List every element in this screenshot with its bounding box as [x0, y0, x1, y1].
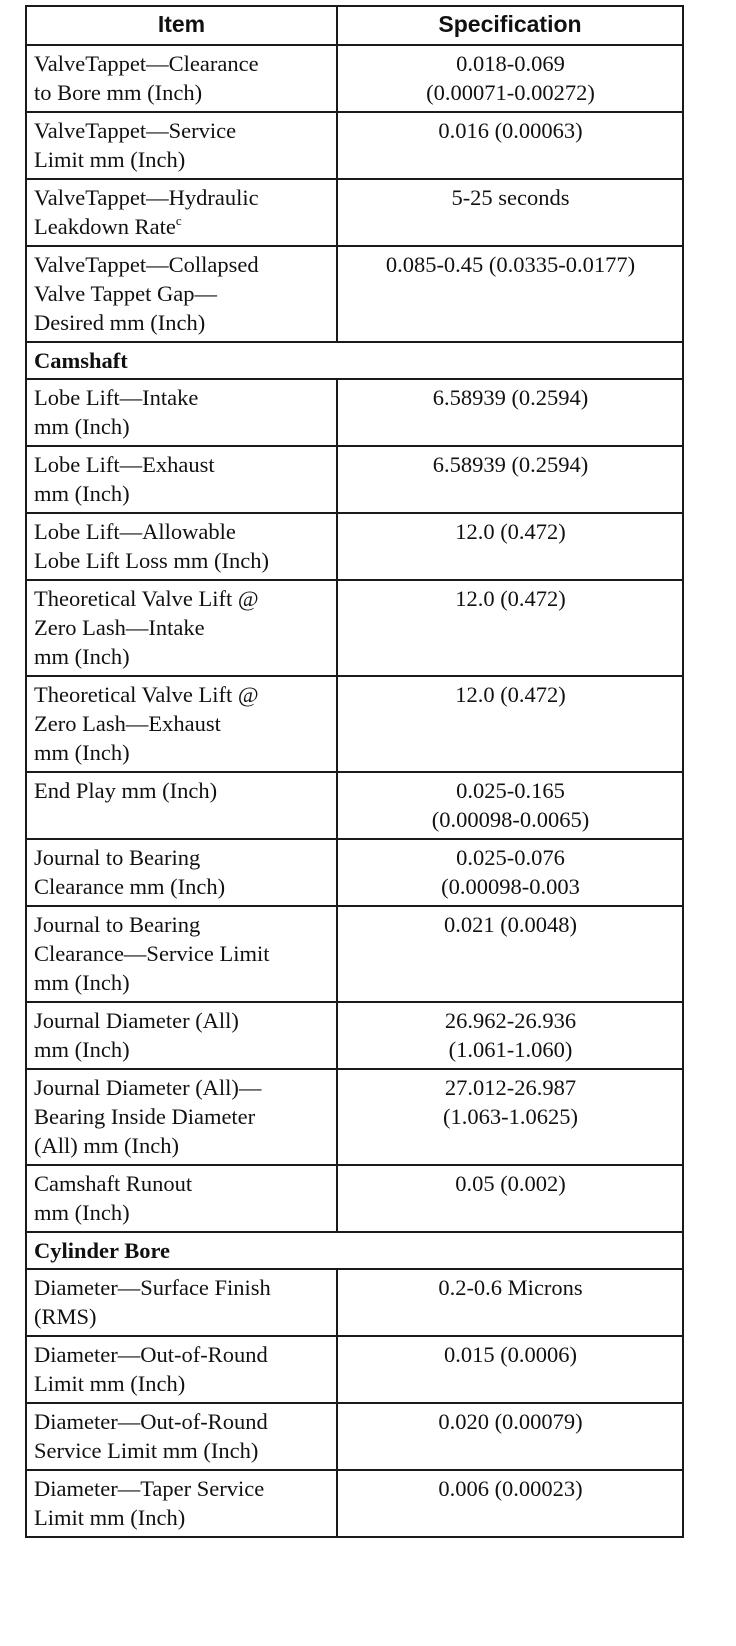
item-text-line: Clearance mm (Inch): [34, 874, 226, 899]
specification-text-line: (0.00098-0.0065): [431, 807, 590, 832]
item-text-line: Zero Lash—Intake: [34, 615, 205, 640]
table-row: [26, 1403, 683, 1470]
item-text-line: (All) mm (Inch): [34, 1133, 179, 1158]
item-cell: [26, 1069, 337, 1165]
specification-cell: [337, 839, 683, 906]
item-text-line: Service Limit mm (Inch): [34, 1438, 259, 1463]
table-row: [26, 1002, 683, 1069]
specification-cell: [337, 379, 683, 446]
item-cell: [26, 676, 337, 772]
specification-text-line: 0.015 (0.0006): [443, 1342, 578, 1367]
table-body: [26, 45, 683, 1537]
specification-cell: [337, 676, 683, 772]
item-text-line: Diameter—Taper Service: [34, 1476, 265, 1501]
specification-cell: [337, 772, 683, 839]
item-text-line: Diameter—Out-of-Round: [34, 1409, 268, 1434]
item-text-line: mm (Inch): [34, 414, 130, 439]
item-text-line: Lobe Lift—Allowable: [34, 519, 236, 544]
specification-text-line: 0.05 (0.002): [455, 1171, 566, 1196]
item-cell: [26, 1269, 337, 1336]
table-row: [26, 772, 683, 839]
specification-cell: [337, 112, 683, 179]
item-text-line: Limit mm (Inch): [34, 1371, 186, 1396]
specification-text-line: 0.020 (0.00079): [438, 1409, 583, 1434]
specification-cell: [337, 1470, 683, 1537]
item-cell: [26, 1470, 337, 1537]
table-row: [26, 246, 683, 342]
item-cell: [26, 580, 337, 676]
item-text-line: mm (Inch): [34, 481, 130, 506]
item-text-line: mm (Inch): [34, 644, 130, 669]
table-row: [26, 45, 683, 112]
specification-cell: [337, 1165, 683, 1232]
specification-table: [25, 5, 684, 1538]
item-cell: [26, 45, 337, 112]
item-text-line: Journal Diameter (All): [34, 1008, 239, 1033]
item-cell: [26, 1336, 337, 1403]
item-cell: [26, 839, 337, 906]
item-cell: [26, 1403, 337, 1470]
specification-cell: [337, 1403, 683, 1470]
specification-text-line: 26.962-26.936: [444, 1008, 577, 1033]
specification-cell: [337, 246, 683, 342]
table-row: [26, 839, 683, 906]
specification-text-line: 0.085-0.45 (0.0335-0.0177): [385, 252, 636, 277]
table-row: [26, 179, 683, 246]
specification-text-line: 0.2-0.6 Microns: [438, 1275, 583, 1300]
specification-cell: [337, 446, 683, 513]
item-text-line: ValveTappet—Service: [34, 118, 237, 143]
item-cell: [26, 1002, 337, 1069]
section-row: [26, 342, 683, 379]
item-text-line: Valve Tappet Gap—: [34, 281, 217, 306]
table-row: [26, 1269, 683, 1336]
specification-text-line: 27.012-26.987: [444, 1075, 577, 1100]
item-text-line: Theoretical Valve Lift @: [34, 586, 259, 611]
specification-text-line: 6.58939 (0.2594): [432, 452, 589, 477]
specification-cell: [337, 179, 683, 246]
table-row: [26, 1336, 683, 1403]
specification-column-header: Specification: [337, 6, 683, 45]
item-text-line: Leakdown Rate: [34, 214, 176, 239]
section-heading: Cylinder Bore: [26, 1232, 683, 1269]
header-row: [26, 6, 683, 45]
item-text-line: Limit mm (Inch): [34, 147, 186, 172]
item-text-line: End Play mm (Inch): [34, 778, 218, 803]
specification-text-line: (0.00098-0.003: [441, 874, 580, 899]
specification-text-line: 6.58939 (0.2594): [432, 385, 589, 410]
specification-cell: [337, 513, 683, 580]
item-text-line: Lobe Lift—Exhaust: [34, 452, 215, 477]
item-text-line: Journal Diameter (All)—: [34, 1075, 262, 1100]
specification-text-line: (1.061-1.060): [448, 1037, 573, 1062]
table-row: [26, 1165, 683, 1232]
table-row: [26, 906, 683, 1002]
item-text-line: mm (Inch): [34, 1200, 130, 1225]
item-text-line: (RMS): [34, 1304, 97, 1329]
item-cell: [26, 246, 337, 342]
specification-text-line: 12.0 (0.472): [455, 682, 566, 707]
specification-cell: [337, 1336, 683, 1403]
item-cell: [26, 179, 337, 246]
specification-text-line: 12.0 (0.472): [455, 586, 566, 611]
item-text-line: Diameter—Out-of-Round: [34, 1342, 268, 1367]
specification-cell: [337, 1269, 683, 1336]
specification-text-line: 0.006 (0.00023): [438, 1476, 583, 1501]
item-text-line: Limit mm (Inch): [34, 1505, 186, 1530]
item-cell: [26, 112, 337, 179]
item-text-line: mm (Inch): [34, 1037, 130, 1062]
specification-cell: [337, 1069, 683, 1165]
specification-cell: [337, 906, 683, 1002]
item-cell: [26, 906, 337, 1002]
table-row: [26, 580, 683, 676]
item-text-line: Desired mm (Inch): [34, 310, 206, 335]
item-text-line: Bearing Inside Diameter: [34, 1104, 256, 1129]
table-row: [26, 379, 683, 446]
table-row: [26, 676, 683, 772]
table-row: [26, 446, 683, 513]
table-row: [26, 513, 683, 580]
item-cell: [26, 446, 337, 513]
item-text-line: mm (Inch): [34, 740, 130, 765]
section-heading: Camshaft: [26, 342, 683, 379]
specification-cell: [337, 45, 683, 112]
specification-text-line: 12.0 (0.472): [455, 519, 566, 544]
table-row: [26, 112, 683, 179]
specification-text-line: 0.025-0.076: [456, 845, 565, 870]
item-text-line: Journal to Bearing: [34, 912, 201, 937]
footnote-marker: c: [175, 213, 182, 228]
specification-text-line: 0.016 (0.00063): [438, 118, 583, 143]
section-row: [26, 1232, 683, 1269]
item-text-line: Journal to Bearing: [34, 845, 201, 870]
item-text-line: ValveTappet—Clearance: [34, 51, 259, 76]
table-row: [26, 1069, 683, 1165]
item-cell: [26, 772, 337, 839]
item-cell: [26, 1165, 337, 1232]
item-column-header: Item: [26, 6, 337, 45]
specification-cell: [337, 580, 683, 676]
specification-text-line: 0.021 (0.0048): [443, 912, 578, 937]
specification-text-line: 5-25 seconds: [451, 185, 570, 210]
specification-cell: [337, 1002, 683, 1069]
item-text-line: Camshaft Runout: [34, 1171, 193, 1196]
item-text-line: ValveTappet—Collapsed: [34, 252, 259, 277]
item-text-line: Lobe Lift Loss mm (Inch): [34, 548, 269, 573]
specification-text-line: (1.063-1.0625): [443, 1104, 578, 1129]
specification-text-line: 0.018-0.069: [456, 51, 565, 76]
table-row: [26, 1470, 683, 1537]
item-text-line: ValveTappet—Hydraulic: [34, 185, 259, 210]
specification-text-line: (0.00071-0.00272): [426, 80, 595, 105]
item-text-line: Diameter—Surface Finish: [34, 1275, 271, 1300]
specification-text-line: 0.025-0.165: [456, 778, 565, 803]
item-text-line: Theoretical Valve Lift @: [34, 682, 259, 707]
item-text-line: mm (Inch): [34, 970, 130, 995]
item-text-line: Zero Lash—Exhaust: [34, 711, 221, 736]
item-text-line: Lobe Lift—Intake: [34, 385, 199, 410]
item-cell: [26, 513, 337, 580]
item-text-line: Clearance—Service Limit: [34, 941, 270, 966]
item-cell: [26, 379, 337, 446]
table-header: [26, 6, 683, 45]
item-text-line: to Bore mm (Inch): [34, 80, 203, 105]
